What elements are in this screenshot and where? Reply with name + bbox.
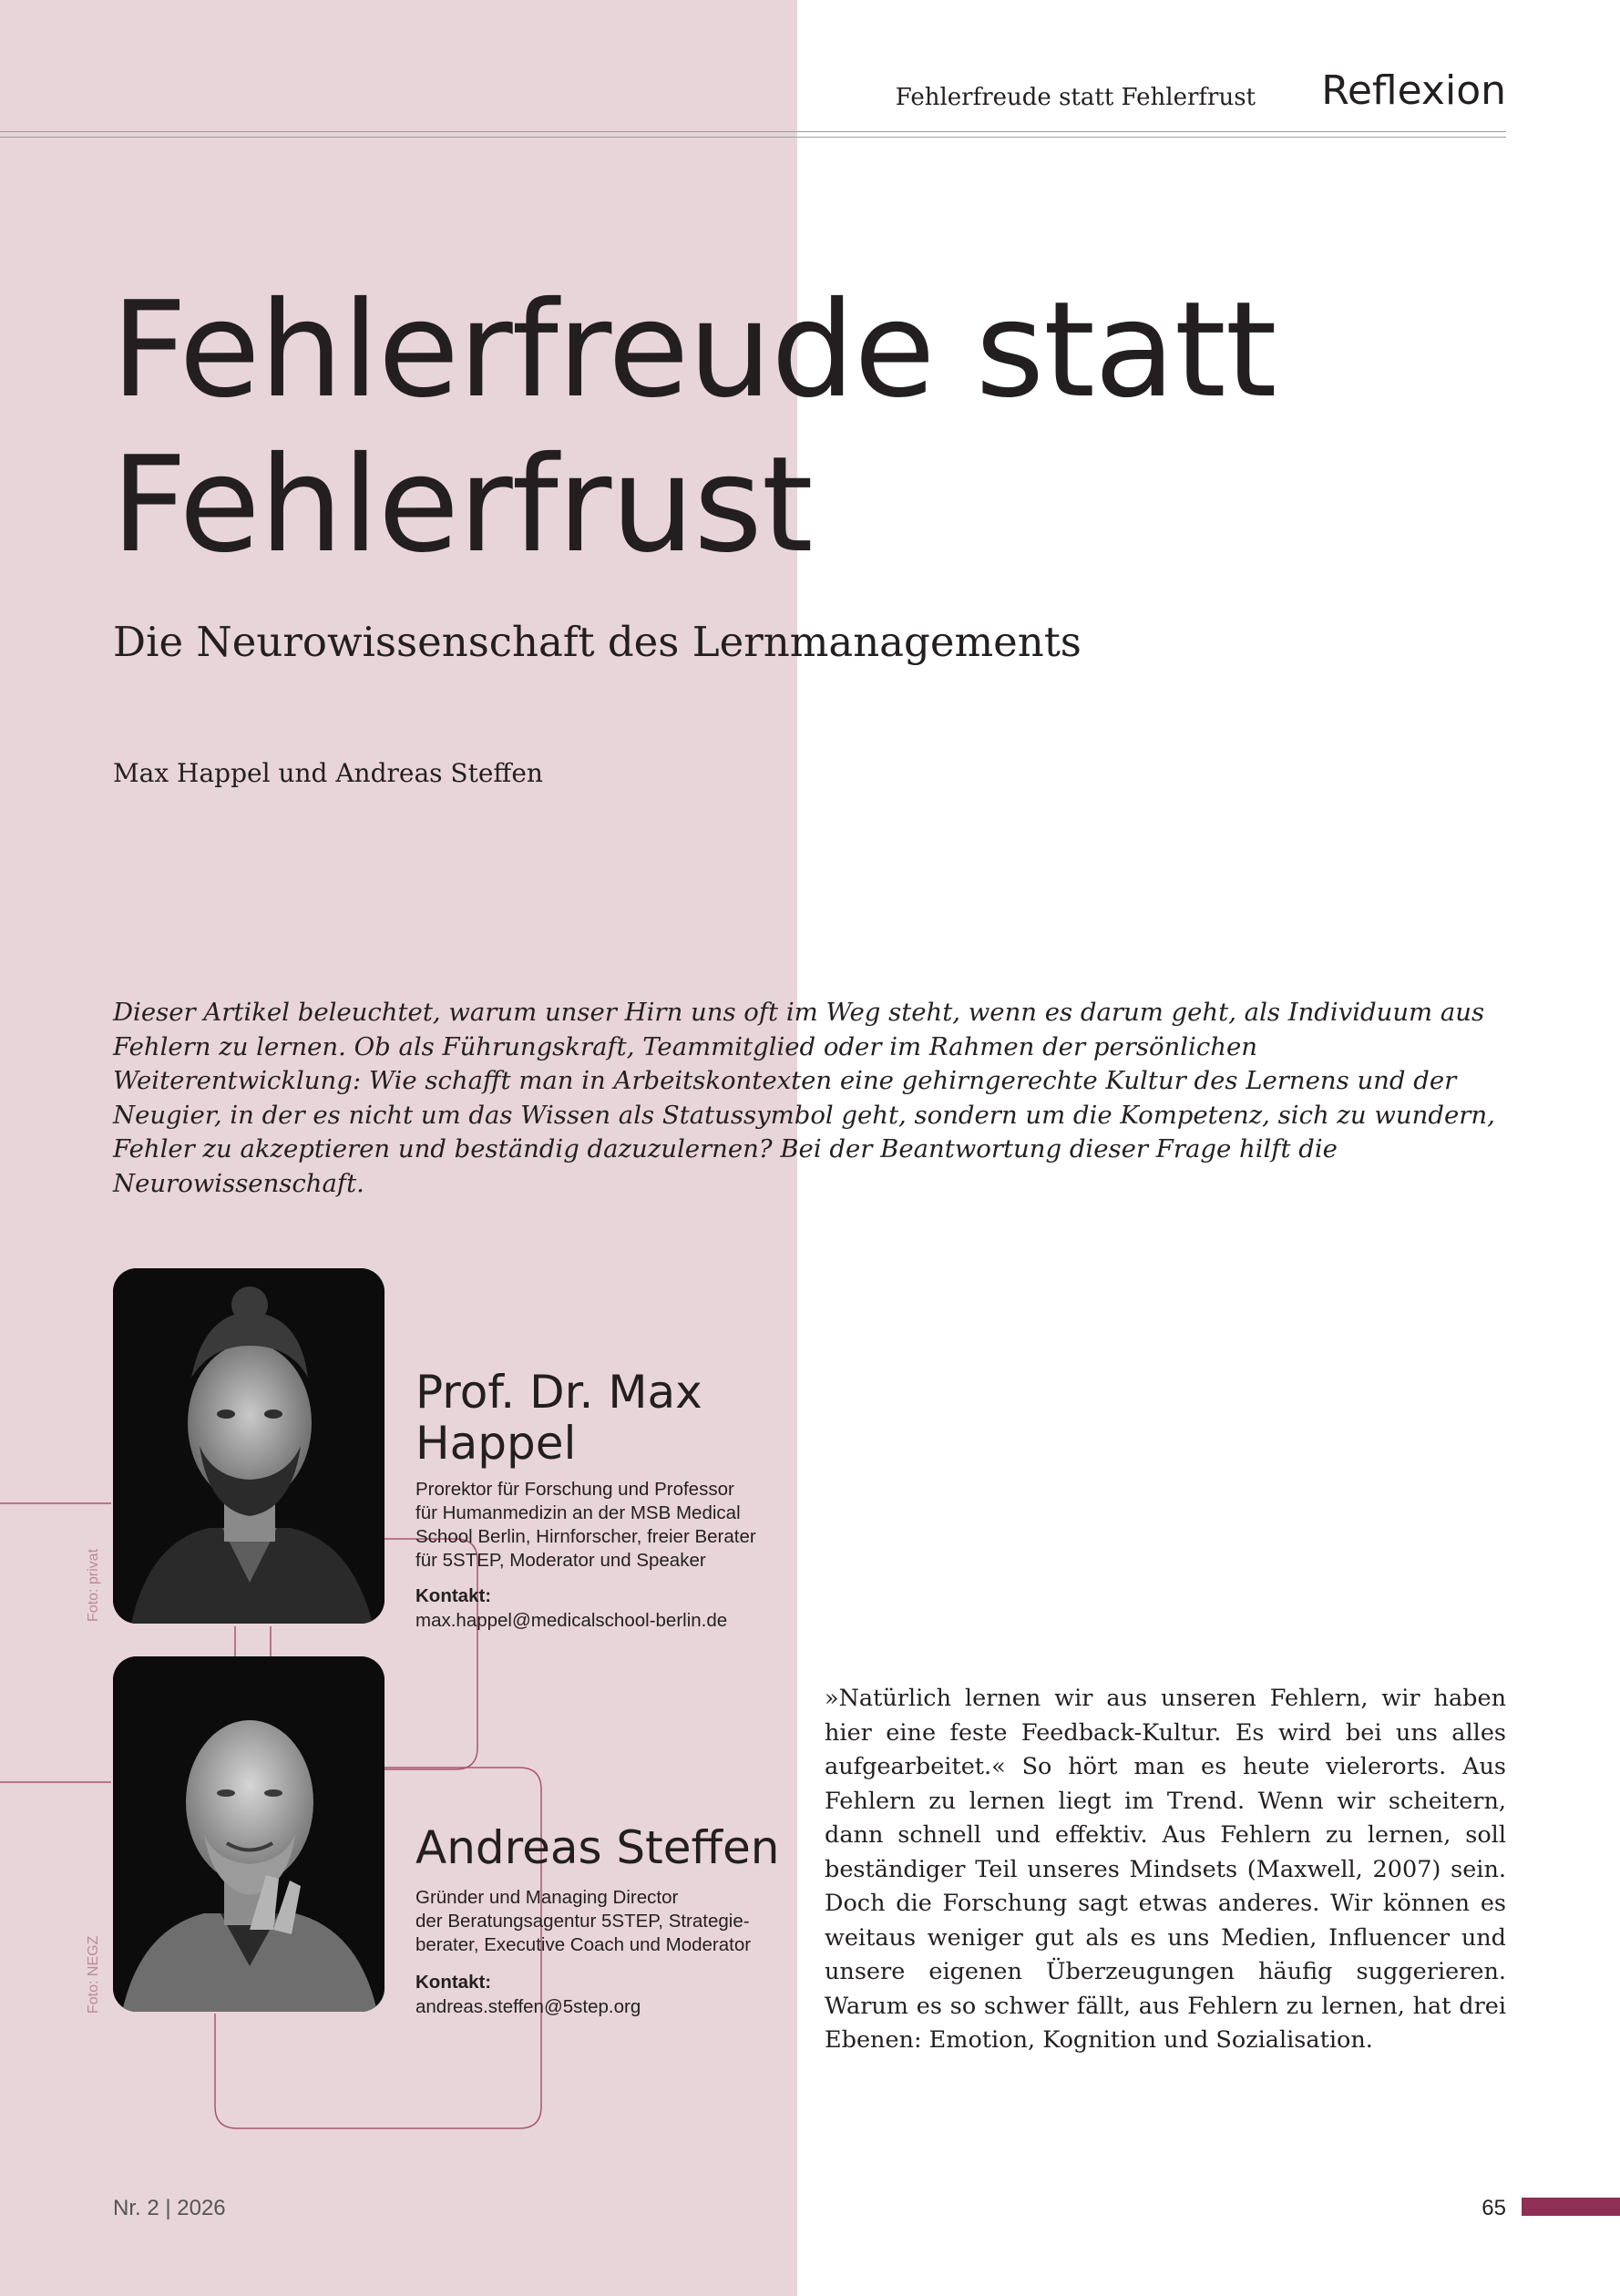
photo-credit: Foto: privat (86, 1548, 101, 1622)
bio-description-line: Gründer und Managing Director (415, 1887, 679, 1908)
page-accent-bar (1522, 2198, 1620, 2216)
bio-description (415, 1478, 780, 1573)
bio-description-line: berater, Executive Coach und Moderator (415, 1934, 752, 1955)
bio-name-line: Happel (415, 1417, 577, 1470)
bio-description-line: für Humanmedizin an der MSB Medical (415, 1502, 741, 1523)
photo-credit: Foto: NEGZ (86, 1935, 101, 2014)
bio-contact-label: Kontakt: (415, 1585, 492, 1606)
article-title-line: Fehlerfrust (111, 428, 813, 582)
page-number: 65 (1482, 2196, 1506, 2220)
bio-description-line: für 5STEP, Moderator und Speaker (415, 1550, 706, 1571)
bio-contact-email[interactable]: max.happel@medicalschool-berlin.de (415, 1610, 728, 1631)
running-title: Fehlerfreude statt Fehlerfrust (895, 84, 1256, 111)
bio-name-line: Prof. Dr. Max (415, 1366, 702, 1419)
bio-description-line: School Berlin, Hirnforscher, freier Berater (415, 1526, 756, 1547)
section-label: Reflexion (1321, 67, 1506, 114)
issue-number: Nr. 2 | 2026 (113, 2196, 226, 2220)
bio-description-line: Prorektor für Forschung und Professor (415, 1479, 734, 1500)
article-title-line: Fehlerfreude statt (111, 273, 1277, 427)
article-body-paragraph: »Natürlich lernen wir aus unseren Fehlern, wir haben hier eine feste Feedback-Kultur. Es wird bei uns alles aufgearbeitet.« So hört man es heute vielerorts. Aus Fehlern zu lernen liegt im Trend. Wenn wir scheitern, dann schnell und effektiv. Aus Fehlern zu lernen, soll beständiger Teil unseres Mindsets (Maxwell, 2007) sein. Doch die Forschung sagt etwas anderes. Wir können es weitaus weniger gut als es uns Medien, Influencer und unsere eigenen Überzeugungen häufig suggerieren. Warum es so schwer fällt, aus Fehlern zu lernen, hat drei Ebenen: Emotion, Kognition und Sozialisation. (825, 1685, 1506, 2054)
bio-name-line: Andreas Steffen (415, 1821, 780, 1874)
bio-description (415, 1886, 780, 1957)
bio-contact-email[interactable]: andreas.steffen@5step.org (415, 1996, 641, 2017)
article-subtitle: Die Neurowissenschaft des Lernmanagements (113, 618, 1082, 666)
author-photo-max-happel (113, 1268, 384, 1624)
bio-description-line: der Beratungsagentur 5STEP, Strategie- (415, 1911, 750, 1932)
bio-name (415, 1367, 702, 1469)
bio-contact-label: Kontakt: (415, 1972, 492, 1993)
article-lead: Dieser Artikel beleuchtet, warum unser Hirn uns oft im Weg steht, wenn es darum geht, als Individuum aus Fehlern zu lernen. Ob als Führungskraft, Teammitglied oder im Rahmen der persönlichen Weiterentwicklung: Wie schafft man in Arbeitskontexten eine gehirngerechte Kultur des Lernens und der Neugier, in der es nicht um das Wissen als Statussymbol geht, sondern um die Kompetenz, sich zu wundern, Fehler zu akzeptieren und beständig dazuzulernen? Bei der Beantwortung dieser Frage hilft die Neurowissenschaft. (113, 998, 1495, 1198)
article-authors: Max Happel und Andreas Steffen (113, 758, 543, 788)
bio-name (415, 1822, 779, 1873)
author-photo-andreas-steffen (113, 1656, 384, 2012)
